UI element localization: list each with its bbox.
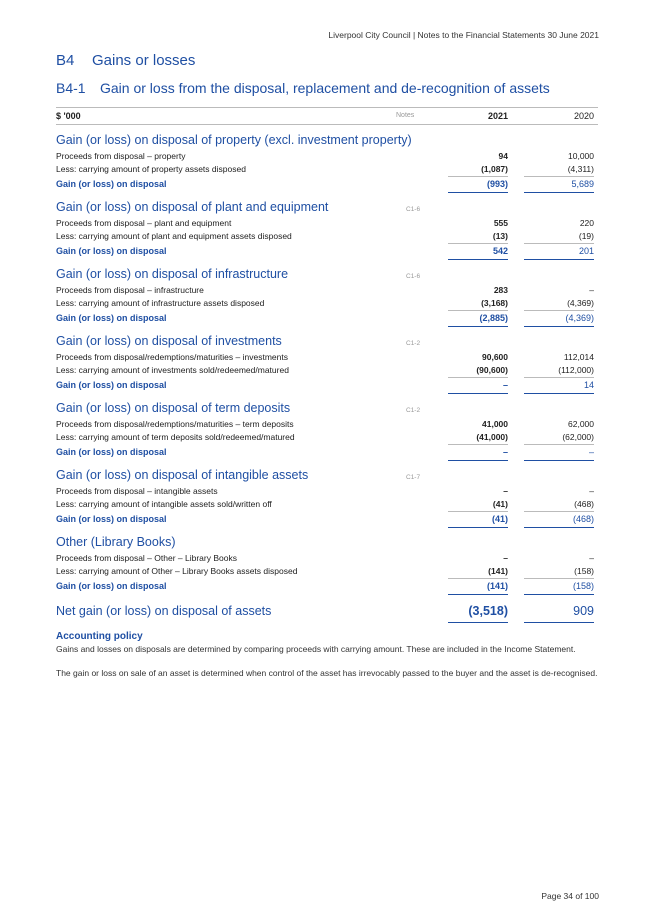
value-2021: 542 [448,243,508,260]
row-label: Proceeds from disposal/redemptions/maturities – term deposits [56,419,294,429]
row-label: Gain (or loss) on disposal [56,514,167,524]
note-reference: C1-2 [406,340,421,347]
row-label: Gain (or loss) on disposal [56,447,167,457]
row-label: Proceeds from disposal – intangible assets [56,486,218,496]
value-2020: 220 [579,218,594,228]
net-gain-2021: (3,518) [448,600,508,623]
value-2020: – [524,444,594,461]
value-2020: 62,000 [568,419,594,429]
row-label: Gain (or loss) on disposal [56,581,167,591]
carrying-amount-row [56,297,598,310]
section-title-text: Gain (or loss) on disposal of investments [56,334,282,348]
value-2020: (62,000) [524,431,594,445]
value-2020: (468) [524,511,594,528]
gain-loss-row [56,310,598,326]
proceeds-row [56,418,598,431]
accounting-policy-title: Accounting policy [56,631,143,642]
section-title [56,198,598,217]
disposal-section [56,265,598,326]
value-2021: 94 [498,151,508,161]
gains-losses-table [56,107,598,622]
value-2021: (13) [448,230,508,244]
value-2021: (141) [448,578,508,595]
value-2021: (2,885) [448,310,508,327]
value-2020: (158) [524,578,594,595]
carrying-amount-row [56,230,598,243]
subsection-heading [56,80,550,96]
net-gain-label: Net gain (or loss) on disposal of assets [56,604,272,618]
disposal-section [56,466,598,527]
carrying-amount-row [56,498,598,511]
value-2021: 90,600 [482,352,508,362]
value-2021: 555 [493,218,508,228]
value-2020: (4,369) [524,297,594,311]
row-label: Less: carrying amount of plant and equipment assets disposed [56,231,292,241]
proceeds-row [56,217,598,230]
policy-paragraph-1: Gains and losses on disposals are determined by comparing proceeds with carrying amount. These are included in the Income Statement. [56,644,576,654]
proceeds-row [56,552,598,565]
value-2021: (41) [448,511,508,528]
gain-loss-row [56,176,598,192]
subsection-number: B4-1 [56,80,86,96]
page-header: Liverpool City Council | Notes to the Financial Statements 30 June 2021 [328,30,599,40]
carrying-amount-row [56,364,598,377]
value-2020: 10,000 [568,151,594,161]
value-2020: 201 [524,243,594,260]
section-title [56,131,598,150]
section-heading [56,52,195,69]
row-label: Gain (or loss) on disposal [56,179,167,189]
note-reference: C1-6 [406,273,421,280]
value-2020: (4,369) [524,310,594,327]
carrying-amount-row [56,431,598,444]
value-2020: 5,689 [524,176,594,193]
value-2021: 283 [493,285,508,295]
value-2021: (41) [448,498,508,512]
row-label: Proceeds from disposal – plant and equipment [56,218,232,228]
notes-header: Notes [396,112,415,119]
row-label: Proceeds from disposal – Other – Library Books [56,553,237,563]
row-label: Proceeds from disposal – infrastructure [56,285,204,295]
value-2020: – [589,553,594,563]
value-2021: 41,000 [482,419,508,429]
year-2020-header: 2020 [573,111,594,121]
section-title-text: Gain (or loss) on disposal of intangible assets [56,468,309,482]
gain-loss-row [56,377,598,393]
row-label: Gain (or loss) on disposal [56,380,167,390]
units-label: $ '000 [56,111,81,121]
year-2021-header: 2021 [487,111,508,121]
value-2020: 14 [524,377,594,394]
value-2021: (90,600) [448,364,508,378]
note-reference: C1-7 [406,474,421,481]
value-2021: (3,168) [448,297,508,311]
value-2021: – [448,377,508,394]
row-label: Less: carrying amount of property assets disposed [56,164,246,174]
value-2020: – [589,486,594,496]
disposal-section [56,399,598,460]
disposal-section [56,332,598,393]
section-number: B4 [56,52,75,69]
value-2021: (141) [448,565,508,579]
value-2021: – [503,553,508,563]
value-2021: – [503,486,508,496]
row-label: Proceeds from disposal – property [56,151,186,161]
section-title [56,466,598,485]
policy-paragraph-2: The gain or loss on sale of an asset is determined when control of the asset has irrevocably passed to the buyer and the asset is de-recognised. [56,668,598,678]
disposal-section [56,131,598,192]
section-title-text: Gain (or loss) on disposal of property (excl. investment property) [56,133,412,147]
accounting-policy [56,631,600,679]
table-header [56,107,598,125]
gain-loss-row [56,444,598,460]
value-2020: (158) [524,565,594,579]
section-title: Gains or losses [92,52,196,69]
proceeds-row [56,284,598,297]
row-label: Less: carrying amount of infrastructure assets disposed [56,298,265,308]
row-label: Less: carrying amount of investments sold/redeemed/matured [56,365,289,375]
disposal-section [56,533,598,594]
row-label: Less: carrying amount of intangible assets sold/written off [56,499,272,509]
gain-loss-row [56,578,598,594]
table-body [56,131,598,594]
value-2021: (41,000) [448,431,508,445]
value-2021: – [448,444,508,461]
section-title [56,399,598,418]
value-2020: – [589,285,594,295]
gain-loss-row [56,511,598,527]
value-2020: (112,000) [524,364,594,378]
carrying-amount-row [56,163,598,176]
value-2020: (4,311) [524,163,594,177]
value-2021: (993) [448,176,508,193]
section-title [56,533,598,552]
note-reference: C1-6 [406,206,421,213]
proceeds-row [56,485,598,498]
note-reference: C1-2 [406,407,421,414]
net-gain-row [56,600,598,622]
gain-loss-row [56,243,598,259]
row-label: Less: carrying amount of term deposits sold/redeemed/matured [56,432,295,442]
disposal-section [56,198,598,259]
row-label: Less: carrying amount of Other – Library Books assets disposed [56,566,298,576]
net-gain-2020: 909 [524,600,594,623]
section-title-text: Gain (or loss) on disposal of plant and equipment [56,200,329,214]
row-label: Proceeds from disposal/redemptions/maturities – investments [56,352,288,362]
section-title [56,332,598,351]
page-number: Page 34 of 100 [541,891,599,901]
value-2020: (468) [524,498,594,512]
value-2020: 112,014 [563,352,594,362]
subsection-title: Gain or loss from the disposal, replacement and de-recognition of assets [100,80,550,96]
carrying-amount-row [56,565,598,578]
proceeds-row [56,150,598,163]
proceeds-row [56,351,598,364]
row-label: Gain (or loss) on disposal [56,246,167,256]
section-title-text: Gain (or loss) on disposal of infrastructure [56,267,289,281]
section-title [56,265,598,284]
section-title-text: Other (Library Books) [56,535,176,549]
row-label: Gain (or loss) on disposal [56,313,167,323]
section-title-text: Gain (or loss) on disposal of term deposits [56,401,291,415]
value-2021: (1,087) [448,163,508,177]
value-2020: (19) [524,230,594,244]
